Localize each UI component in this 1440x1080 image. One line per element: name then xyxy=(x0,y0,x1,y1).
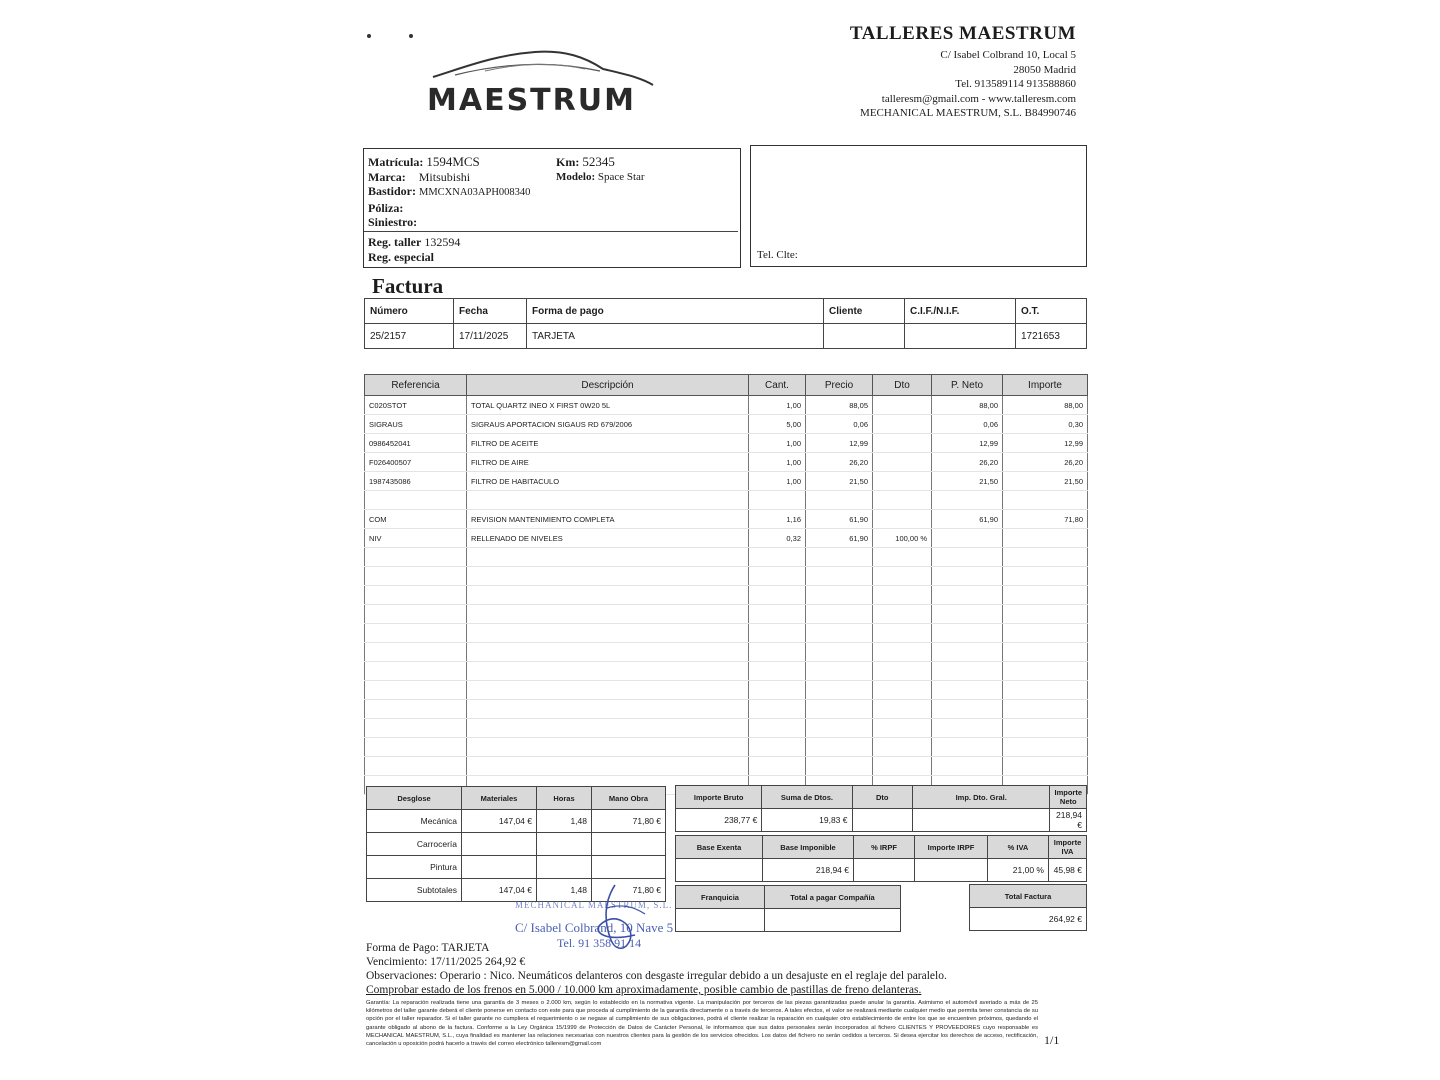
table-cell xyxy=(873,434,932,453)
table-cell xyxy=(1003,624,1088,643)
company-logo xyxy=(425,45,660,125)
table-cell xyxy=(749,662,806,681)
table-cell xyxy=(873,605,932,624)
stamp-line3: Tel. 91 358 91 14 xyxy=(557,936,642,950)
table-cell xyxy=(932,700,1003,719)
table-cell xyxy=(1003,548,1088,567)
table-cell xyxy=(467,491,749,510)
table-cell xyxy=(1003,605,1088,624)
logo-wordmark: MAESTRUM xyxy=(427,83,636,118)
table-cell xyxy=(1003,529,1088,548)
table-cell xyxy=(365,643,467,662)
table-cell: 1,00 xyxy=(749,472,806,491)
base-imponible: 218,94 € xyxy=(763,859,854,882)
line-items-body xyxy=(365,396,1088,795)
poliza-label: Póliza: xyxy=(368,200,404,215)
table-cell: FILTRO DE ACEITE xyxy=(467,434,749,453)
base-exenta xyxy=(676,859,763,882)
reg-taller-value: 132594 xyxy=(424,235,461,249)
table-cell xyxy=(806,700,873,719)
table-cell: NIV xyxy=(365,529,467,548)
importe-iva: 45,98 € xyxy=(1049,859,1087,882)
desglose-cell: 147,04 € xyxy=(462,879,537,902)
table-cell xyxy=(749,738,806,757)
importe-neto: 218,94 € xyxy=(1050,809,1087,832)
table-cell xyxy=(806,719,873,738)
page-number: 1/1 xyxy=(1044,1033,1060,1047)
table-cell xyxy=(1003,700,1088,719)
value-fecha: 17/11/2025 xyxy=(454,324,527,349)
footer-observaciones-2: Comprobar estado de los frenos en 5.000 / 10.000 km aproximadamente, posible cambio de pastillas de freno delanteras. xyxy=(366,984,922,996)
col-dto: Dto xyxy=(873,375,932,396)
table-cell xyxy=(749,700,806,719)
table-cell xyxy=(873,453,932,472)
table-cell xyxy=(749,548,806,567)
importe-irpf xyxy=(915,859,988,882)
siniestro-label: Siniestro: xyxy=(368,215,418,229)
table-cell xyxy=(806,643,873,662)
table-row xyxy=(365,548,1088,567)
compania-header: Total a pagar Compañía xyxy=(765,886,901,909)
table-cell xyxy=(365,624,467,643)
footer-forma-pago: Forma de Pago: TARJETA xyxy=(366,942,490,954)
header-cliente: Cliente xyxy=(824,299,905,324)
desglose-cell xyxy=(462,856,537,879)
table-cell: 71,80 xyxy=(1003,510,1088,529)
franquicia-header: Franquicia xyxy=(676,886,765,909)
table-row xyxy=(365,757,1088,776)
table-cell xyxy=(932,757,1003,776)
table-cell xyxy=(467,662,749,681)
desglose-header: Desglose xyxy=(367,787,462,810)
table-cell xyxy=(749,586,806,605)
desglose-label: Pintura xyxy=(367,856,462,879)
col-cantidad: Cant. xyxy=(749,375,806,396)
table-row xyxy=(365,434,1088,453)
table-cell xyxy=(365,586,467,605)
table-cell: RELLENADO DE NIVELES xyxy=(467,529,749,548)
table-row xyxy=(365,700,1088,719)
table-cell xyxy=(467,643,749,662)
table-cell: 0,32 xyxy=(749,529,806,548)
table-row xyxy=(365,472,1088,491)
table-row xyxy=(365,719,1088,738)
table-cell: 0,30 xyxy=(1003,415,1088,434)
desglose-cell: 71,80 € xyxy=(592,879,666,902)
table-row xyxy=(365,738,1088,757)
table-cell: 26,20 xyxy=(1003,453,1088,472)
tax-header: Base Exenta xyxy=(676,836,763,859)
table-cell xyxy=(932,719,1003,738)
tax-header: Importe IVA xyxy=(1049,836,1087,859)
table-cell: FILTRO DE AIRE xyxy=(467,453,749,472)
table-cell xyxy=(806,605,873,624)
table-cell: 1,00 xyxy=(749,453,806,472)
table-cell: 1,00 xyxy=(749,434,806,453)
table-cell: 0,06 xyxy=(806,415,873,434)
table-cell xyxy=(806,567,873,586)
table-cell: 26,20 xyxy=(806,453,873,472)
table-cell: 0,06 xyxy=(932,415,1003,434)
table-row xyxy=(365,491,1088,510)
table-cell xyxy=(806,624,873,643)
table-cell: SIGRAUS xyxy=(365,415,467,434)
table-cell xyxy=(873,738,932,757)
scan-dot xyxy=(367,34,371,38)
imp-dto-gral xyxy=(912,809,1050,832)
value-numero: 25/2157 xyxy=(365,324,454,349)
table-cell xyxy=(365,757,467,776)
table-cell xyxy=(932,491,1003,510)
table-cell: 26,20 xyxy=(932,453,1003,472)
table-cell xyxy=(365,567,467,586)
table-cell: 61,90 xyxy=(806,529,873,548)
table-cell xyxy=(932,529,1003,548)
table-cell xyxy=(806,662,873,681)
table-cell: 12,99 xyxy=(932,434,1003,453)
table-cell xyxy=(932,738,1003,757)
totals-tax-table xyxy=(675,835,1087,882)
table-cell: 1,16 xyxy=(749,510,806,529)
table-cell: 1,00 xyxy=(749,396,806,415)
table-cell: 88,00 xyxy=(932,396,1003,415)
desglose-label: Mecánica xyxy=(367,810,462,833)
tax-header: Importe IRPF xyxy=(915,836,988,859)
table-cell xyxy=(873,396,932,415)
table-cell: 88,00 xyxy=(1003,396,1088,415)
table-cell: 21,50 xyxy=(806,472,873,491)
totals-header: Dto xyxy=(852,786,912,809)
table-cell xyxy=(873,719,932,738)
matricula-value: 1594MCS xyxy=(426,154,480,169)
table-cell: 1987435086 xyxy=(365,472,467,491)
table-row xyxy=(365,643,1088,662)
footer-vencimiento: Vencimiento: 17/11/2025 264,92 € xyxy=(366,956,526,968)
dto xyxy=(852,809,912,832)
table-cell xyxy=(749,719,806,738)
table-cell xyxy=(749,567,806,586)
table-cell xyxy=(365,738,467,757)
header-fecha: Fecha xyxy=(454,299,527,324)
tax-header: % IRPF xyxy=(854,836,915,859)
table-cell: COM xyxy=(365,510,467,529)
table-cell xyxy=(806,491,873,510)
table-row xyxy=(365,605,1088,624)
vehicle-divider xyxy=(364,231,738,232)
table-cell xyxy=(365,681,467,700)
company-city: 28050 Madrid xyxy=(1013,63,1076,76)
table-cell: F026400507 xyxy=(365,453,467,472)
table-cell xyxy=(873,586,932,605)
totals-header: Suma de Dtos. xyxy=(762,786,852,809)
header-cif: C.I.F./N.I.F. xyxy=(905,299,1016,324)
table-row xyxy=(365,662,1088,681)
table-cell xyxy=(1003,757,1088,776)
invoice-header-table xyxy=(364,298,1087,349)
company-name: TALLERES MAESTRUM xyxy=(849,23,1076,44)
invoice-footer xyxy=(366,941,1038,1048)
table-cell xyxy=(1003,738,1088,757)
desglose-cell xyxy=(462,833,537,856)
tax-header: % IVA xyxy=(988,836,1049,859)
bastidor-value: MMCXNA03APH008340 xyxy=(419,187,531,198)
table-row xyxy=(365,529,1088,548)
total-factura-value: 264,92 € xyxy=(970,908,1087,931)
value-cif xyxy=(905,324,1016,349)
vehicle-details: Matrícula: 1594MCS Marca: Mitsubishi Bastidor: MMCXNA03APH008340 Póliza: Siniestro: xyxy=(368,154,531,229)
company-phone: Tel. 913589114 913588860 xyxy=(955,78,1076,90)
table-cell xyxy=(932,643,1003,662)
table-cell xyxy=(467,719,749,738)
table-cell xyxy=(365,605,467,624)
desglose-label: Carrocería xyxy=(367,833,462,856)
table-cell xyxy=(749,643,806,662)
table-cell xyxy=(467,738,749,757)
table-cell xyxy=(1003,719,1088,738)
table-cell xyxy=(873,681,932,700)
table-cell xyxy=(467,757,749,776)
value-forma-pago: TARJETA xyxy=(527,324,824,349)
table-cell xyxy=(365,491,467,510)
suma-dtos: 19,83 € xyxy=(762,809,852,832)
importe-bruto: 238,77 € xyxy=(676,809,762,832)
table-cell xyxy=(365,719,467,738)
table-cell xyxy=(806,548,873,567)
table-cell xyxy=(806,757,873,776)
footer-legal-text: Garantía: La reparación realizada tiene una garantía de 3 meses o 2.000 km, según lo establecido en la normativa vigente. La manipulación por terceros de las piezas garantizadas puede anular la garantía. Asimismo el automóvil averiado a más de 25 kilómetros del taller garante deberá el cliente ponerse en contacto con este para que proceda al cumplimiento de la garantía directamente o a través de terceros. A tales efectos, el valor se realizará mediante cualquier medio que permita tener constancia de su opción por el taller reparador. Si el taller garante no cumpliera el requerimiento o se negase al cumplimiento de sus obligaciones, podrá el cliente realizar la reparación en cualquier otro establecimiento de entre los que se encuentren próximos, quedando el garante obligado al abono de la factura. Conforme a la Ley Orgánica 15/1999 de Protección de Datos de Carácter Personal, le informamos que sus datos personales serán incorporados al fichero CLIENTES Y PROVEEDORES cuyo responsable es MECHANICAL MAESTRUM, S.L., cuya finalidad es mantener las relaciones necesarias con nuestros clientes para la gestión de los servicios ofrecidos. Los datos del fichero no serán cedidos a terceros. Si desea ejercitar los derechos de acceso, rectificación, cancelación u oposición podrá hacerlo a través del correo electrónico talleresm@gmail.com xyxy=(366,1000,1038,1048)
pct-iva: 21,00 % xyxy=(988,859,1049,882)
table-cell xyxy=(932,586,1003,605)
client-box xyxy=(750,145,1087,267)
table-cell xyxy=(749,681,806,700)
table-row xyxy=(365,586,1088,605)
table-cell xyxy=(467,681,749,700)
totals-net-table xyxy=(675,785,1087,832)
table-cell: 61,90 xyxy=(932,510,1003,529)
table-cell xyxy=(873,472,932,491)
table-cell xyxy=(806,738,873,757)
table-cell xyxy=(467,605,749,624)
totals-header: Importe Neto xyxy=(1050,786,1087,809)
table-cell xyxy=(365,548,467,567)
table-cell xyxy=(873,415,932,434)
table-cell xyxy=(873,643,932,662)
vehicle-box xyxy=(363,148,741,268)
total-factura-table xyxy=(969,884,1087,931)
table-row xyxy=(365,453,1088,472)
table-cell xyxy=(806,586,873,605)
table-cell xyxy=(365,700,467,719)
table-cell xyxy=(467,700,749,719)
vehicle-registers: Reg. taller 132594 Reg. especial xyxy=(368,235,461,264)
desglose-cell: 1,48 xyxy=(537,810,592,833)
table-cell: SIGRAUS APORTACION SIGAUS RD 679/2006 xyxy=(467,415,749,434)
table-row xyxy=(365,415,1088,434)
table-cell: 12,99 xyxy=(806,434,873,453)
table-cell xyxy=(873,510,932,529)
col-p-neto: P. Neto xyxy=(932,375,1003,396)
table-cell xyxy=(932,605,1003,624)
client-phone-label: Tel. Clte: xyxy=(757,248,798,261)
desglose-cell xyxy=(592,833,666,856)
header-forma-pago: Forma de pago xyxy=(527,299,824,324)
table-cell: 100,00 % xyxy=(873,529,932,548)
footer-observaciones: Observaciones: Operario : Nico. Neumáticos delanteros con desgaste irregular debido a un desajuste en el reglaje del paralelo. xyxy=(366,970,947,982)
table-cell xyxy=(932,662,1003,681)
desglose-label: Subtotales xyxy=(367,879,462,902)
scan-dot xyxy=(409,34,413,38)
table-cell: 12,99 xyxy=(1003,434,1088,453)
table-row xyxy=(365,396,1088,415)
desglose-header: Horas xyxy=(537,787,592,810)
line-items-table xyxy=(364,374,1088,795)
desglose-header: Materiales xyxy=(462,787,537,810)
table-row xyxy=(365,567,1088,586)
table-cell xyxy=(1003,643,1088,662)
table-cell xyxy=(873,567,932,586)
table-cell: TOTAL QUARTZ INEO X FIRST 0W20 5L xyxy=(467,396,749,415)
modelo-value: Space Star xyxy=(597,170,645,183)
table-cell: 5,00 xyxy=(749,415,806,434)
table-cell: REVISION MANTENIMIENTO COMPLETA xyxy=(467,510,749,529)
desglose-cell: 1,48 xyxy=(537,879,592,902)
desglose-cell xyxy=(537,856,592,879)
table-cell xyxy=(1003,491,1088,510)
company-address: C/ Isabel Colbrand 10, Local 5 xyxy=(940,49,1076,61)
table-cell: 61,90 xyxy=(806,510,873,529)
stamp-line1: MECHANICAL MAESTRUM, S.L. xyxy=(515,900,673,910)
table-cell xyxy=(932,567,1003,586)
table-cell xyxy=(749,491,806,510)
table-cell: 21,50 xyxy=(1003,472,1088,491)
table-cell xyxy=(873,624,932,643)
table-cell xyxy=(467,586,749,605)
table-row xyxy=(365,624,1088,643)
table-cell: C020STOT xyxy=(365,396,467,415)
tax-header: Base Imponible xyxy=(763,836,854,859)
col-descripcion: Descripción xyxy=(467,375,749,396)
table-cell: 0986452041 xyxy=(365,434,467,453)
desglose-cell xyxy=(592,856,666,879)
desglose-header: Mano Obra xyxy=(592,787,666,810)
marca-value: Mitsubishi xyxy=(418,169,471,184)
table-cell xyxy=(467,624,749,643)
table-cell xyxy=(873,662,932,681)
stamp-line2: C/ Isabel Colbrand, 10 Nave 5 xyxy=(515,920,674,935)
pct-irpf xyxy=(854,859,915,882)
total-factura-label: Total Factura xyxy=(970,885,1087,908)
km-value: 52345 xyxy=(582,154,615,169)
company-legal-name: MECHANICAL MAESTRUM, S.L. B84990746 xyxy=(860,107,1076,119)
table-cell xyxy=(467,548,749,567)
table-cell xyxy=(932,548,1003,567)
table-cell xyxy=(873,491,932,510)
table-cell: 21,50 xyxy=(932,472,1003,491)
table-cell xyxy=(932,624,1003,643)
table-cell xyxy=(932,681,1003,700)
table-cell xyxy=(1003,586,1088,605)
col-importe: Importe xyxy=(1003,375,1088,396)
table-cell xyxy=(806,681,873,700)
company-info xyxy=(776,22,1076,121)
table-cell xyxy=(749,757,806,776)
desglose-cell: 71,80 € xyxy=(592,810,666,833)
table-cell xyxy=(467,567,749,586)
invoice-title: Factura xyxy=(372,274,444,298)
totals-header: Importe Bruto xyxy=(676,786,762,809)
header-numero: Número xyxy=(365,299,454,324)
vehicle-km-model: Km: 52345 Modelo: Space Star xyxy=(556,154,645,183)
table-cell xyxy=(1003,567,1088,586)
table-cell xyxy=(873,548,932,567)
compania-value xyxy=(765,909,901,932)
totals-header: Imp. Dto. Gral. xyxy=(912,786,1050,809)
table-cell xyxy=(1003,681,1088,700)
table-cell xyxy=(873,700,932,719)
col-referencia: Referencia xyxy=(365,375,467,396)
header-ot: O.T. xyxy=(1016,299,1087,324)
table-row xyxy=(365,681,1088,700)
table-cell xyxy=(1003,662,1088,681)
reg-especial-label: Reg. especial xyxy=(368,249,434,264)
table-cell xyxy=(749,624,806,643)
value-cliente xyxy=(824,324,905,349)
table-cell xyxy=(365,662,467,681)
table-cell: FILTRO DE HABITACULO xyxy=(467,472,749,491)
company-web: talleresm@gmail.com - www.talleresm.com xyxy=(881,92,1076,105)
table-cell: 88,05 xyxy=(806,396,873,415)
table-cell xyxy=(749,605,806,624)
table-row xyxy=(365,510,1088,529)
value-ot: 1721653 xyxy=(1016,324,1087,349)
desglose-cell: 147,04 € xyxy=(462,810,537,833)
desglose-cell xyxy=(537,833,592,856)
col-precio: Precio xyxy=(806,375,873,396)
table-cell xyxy=(873,757,932,776)
